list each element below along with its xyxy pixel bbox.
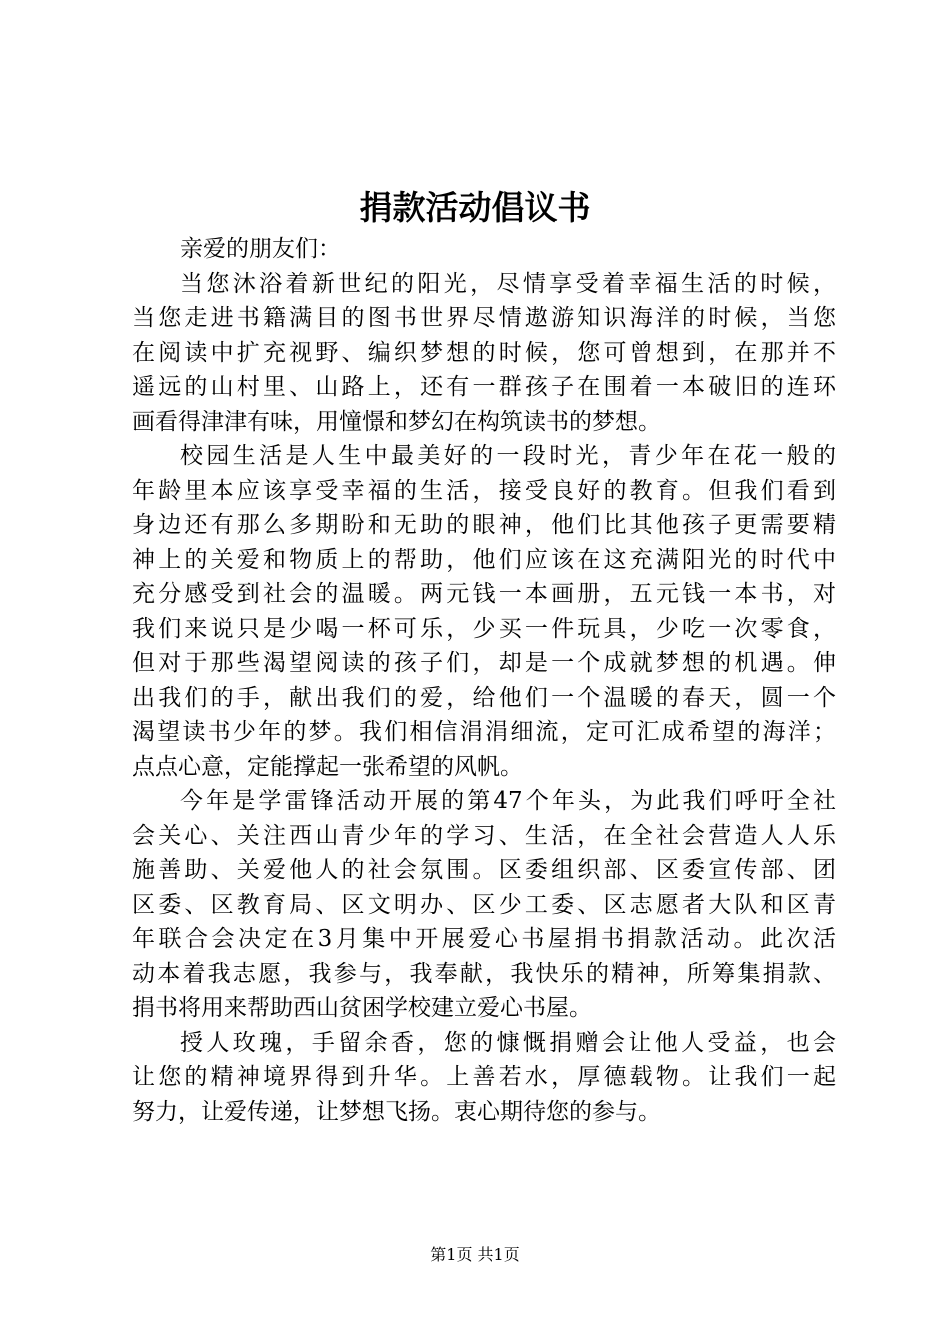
document-body: [132, 232, 836, 1129]
paragraph-2-line-8: 出我们的手，献出我们的爱，给他们一个温暖的春天，圆一个: [132, 684, 836, 711]
paragraph-2-line-3: 身边还有那么多期盼和无助的眼神，他们比其他孩子更需要精: [132, 512, 836, 538]
paragraph-2-line-2: 年龄里本应该享受幸福的生活，接受良好的教育。但我们看到: [132, 477, 836, 504]
paragraph-2-line-4: 神上的关爱和物质上的帮助，他们应该在这充满阳光的时代中: [132, 546, 836, 573]
paragraph-2-line-5: 充分感受到社会的温暖。两元钱一本画册，五元钱一本书，对: [132, 581, 836, 607]
paragraph-4-line-3: 努力，让爱传递，让梦想飞扬。衷心期待您的参与。: [132, 1098, 661, 1125]
paragraph-3-line-3: 施善助、关爱他人的社会氛围。区委组织部、区委宣传部、团: [132, 857, 836, 883]
paragraph-3-line-2: 会关心、关注西山青少年的学习、生活，在全社会营造人人乐: [132, 822, 836, 849]
paragraph-1-line-5: 画看得津津有味，用憧憬和梦幻在构筑读书的梦想。: [132, 408, 661, 435]
paragraph-2-line-9: 渴望读书少年的梦。我们相信涓涓细流，定可汇成希望的海洋；: [132, 719, 836, 745]
paragraph-3-line-4: 区委、区教育局、区文明办、区少工委、区志愿者大队和区青: [132, 891, 836, 918]
page-number-footer: 第1页 共1页: [430, 1245, 520, 1264]
paragraph-4-line-1: 授人玫瑰，手留余香，您的慷慨捐赠会让他人受益，也会: [180, 1029, 836, 1056]
paragraph-1-line-4: 遥远的山村里、山路上，还有一群孩子在围着一本破旧的连环: [132, 374, 836, 400]
document-title: 捐款活动倡议书: [359, 188, 591, 227]
paragraph-3-line-5: 年联合会决定在3月集中开展爱心书屋捐书捐款活动。此次活: [132, 926, 836, 952]
paragraph-3-line-6: 动本着我志愿，我参与，我奉献，我快乐的精神，所筹集捐款、: [132, 960, 836, 987]
paragraph-3-line-1: 今年是学雷锋活动开展的第47个年头，为此我们呼吁全社: [180, 788, 836, 814]
salutation-line: 亲爱的朋友们：: [180, 236, 341, 262]
paragraph-2-line-10: 点点心意，定能撑起一张希望的风帆。: [132, 753, 523, 780]
paragraph-2-line-1: 校园生活是人生中最美好的一段时光，青少年在花一般的: [180, 443, 836, 469]
paragraph-4-line-2: 让您的精神境界得到升华。上善若水，厚德载物。让我们一起: [132, 1064, 836, 1090]
paragraph-1-line-3: 在阅读中扩充视野、编织梦想的时候，您可曾想到，在那并不: [132, 339, 836, 366]
paragraph-1-line-1: 当您沐浴着新世纪的阳光，尽情享受着幸福生活的时候，: [180, 270, 836, 297]
paragraph-2-line-7: 但对于那些渴望阅读的孩子们，却是一个成就梦想的机遇。伸: [132, 650, 836, 676]
paragraph-3-line-7: 捐书将用来帮助西山贫困学校建立爱心书屋。: [132, 995, 592, 1021]
paragraph-2-line-6: 我们来说只是少喝一杯可乐，少买一件玩具，少吃一次零食，: [132, 615, 836, 642]
paragraph-1-line-2: 当您走进书籍满目的图书世界尽情遨游知识海洋的时候，当您: [132, 305, 836, 331]
